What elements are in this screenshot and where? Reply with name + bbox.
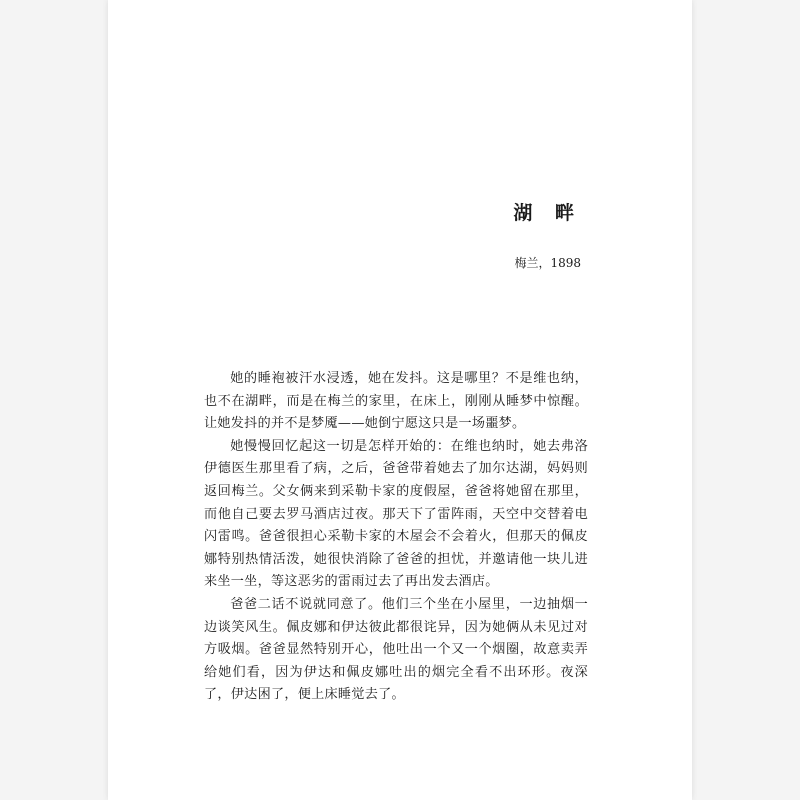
- paragraph: 她的睡袍被汗水浸透，她在发抖。这是哪里？不是维也纳，也不在湖畔，而是在梅兰的家里，在床上，刚刚从睡梦中惊醒。让她发抖的并不是梦魇——她倒宁愿这只是一场噩梦。: [204, 371, 588, 432]
- body-text: [204, 368, 588, 707]
- paragraph: 她慢慢回忆起这一切是怎样开始的：在维也纳时，她去弗洛伊德医生那里看了病，之后，爸爸带着她去了加尔达湖，妈妈则返回梅兰。父女俩来到采勒卡家的度假屋，爸爸将她留在那里，而他自己要去罗马酒店过夜。那天下了雷阵雨，天空中交替着电闪雷鸣。爸爸很担心采勒卡家的木屋会不会着火，但那天的佩皮娜特别热情活泼，她很快消除了爸爸的担忧，并邀请他一块儿进来坐一坐，等这恶劣的雷雨过去了再出发去酒店。: [204, 438, 588, 590]
- paragraph: 爸爸二话不说就同意了。他们三个坐在小屋里，一边抽烟一边谈笑风生。佩皮娜和伊达彼此都很诧异，因为她俩从未见过对方吸烟。爸爸显然特别开心，他吐出一个又一个烟圈，故意卖弄给她们看，因为伊达和佩皮娜吐出的烟完全看不出环形。夜深了，伊达困了，便上床睡觉去了。: [204, 596, 588, 703]
- chapter-subtitle: 梅兰，1898: [514, 256, 581, 270]
- chapter-title: 湖 畔: [513, 202, 582, 224]
- book-page: [108, 0, 692, 800]
